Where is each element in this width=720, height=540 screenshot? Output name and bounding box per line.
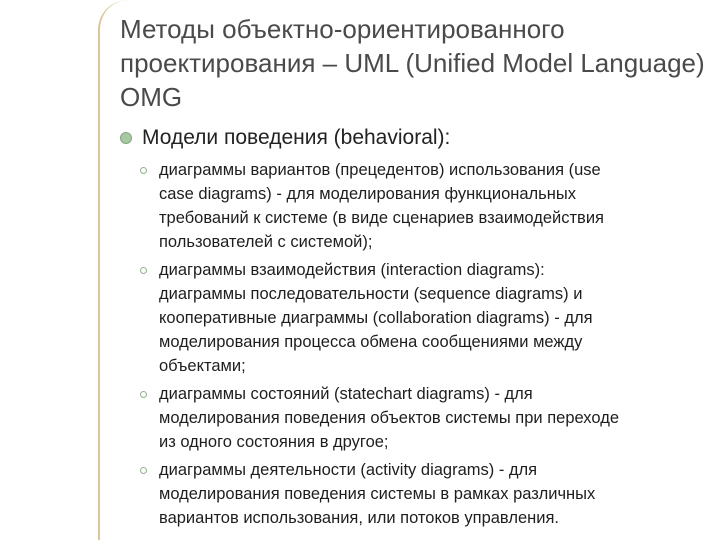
sub-bullet-item (140, 382, 700, 454)
text-line: моделирования процесса обмена сообщениями между (159, 333, 583, 351)
sub-bullet-item (140, 158, 700, 254)
text-line: диаграммы вариантов (прецедентов) использования (use (159, 161, 601, 179)
ring-bullet-icon (140, 467, 147, 474)
text-line: кооперативные диаграммы (collaboration diagrams) - для (159, 309, 593, 327)
text-line: моделирования поведения системы в рамках различных (159, 485, 596, 503)
text-line: моделирования поведения объектов системы при переходе (159, 409, 619, 427)
text-line: из одного состояния в другое; (159, 433, 389, 451)
text-line: вариантов использования, или потоков управления. (159, 509, 559, 527)
sub-bullet-text (159, 458, 595, 530)
slide-title (120, 12, 710, 114)
sub-bullet-item (140, 458, 700, 530)
text-line: диаграммы деятельности (activity diagrams) - для (159, 461, 538, 479)
text-line: case diagrams) - для моделирования функциональных (159, 185, 576, 203)
ring-bullet-icon (140, 391, 147, 398)
title-line-1: Методы объектно-ориентированного (120, 14, 565, 44)
main-bullet-text: Модели поведения (behavioral): (142, 126, 451, 149)
text-line: диаграммы последовательности (sequence diagrams) и (159, 285, 583, 303)
bullet-dot-icon (120, 132, 132, 144)
sub-bullet-text (159, 258, 593, 378)
main-bullet (120, 124, 700, 152)
title-line-3: OMG (120, 82, 183, 112)
text-line: диаграммы состояний (statechart diagrams) - для (159, 385, 533, 403)
text-line: требований к системе (в виде сценариев взаимодействия (159, 209, 604, 227)
sub-bullet-item (140, 258, 700, 378)
text-line: объектами; (159, 357, 246, 375)
sub-bullet-list (140, 158, 700, 534)
ring-bullet-icon (140, 267, 147, 274)
text-line: диаграммы взаимодействия (interaction diagrams): (159, 261, 545, 279)
sub-bullet-text (159, 158, 604, 254)
sub-bullet-text (159, 382, 619, 454)
ring-bullet-icon (140, 167, 147, 174)
title-line-2: проектирования – UML (Unified Model Language) (120, 48, 705, 78)
text-line: пользователей с системой); (159, 233, 373, 251)
